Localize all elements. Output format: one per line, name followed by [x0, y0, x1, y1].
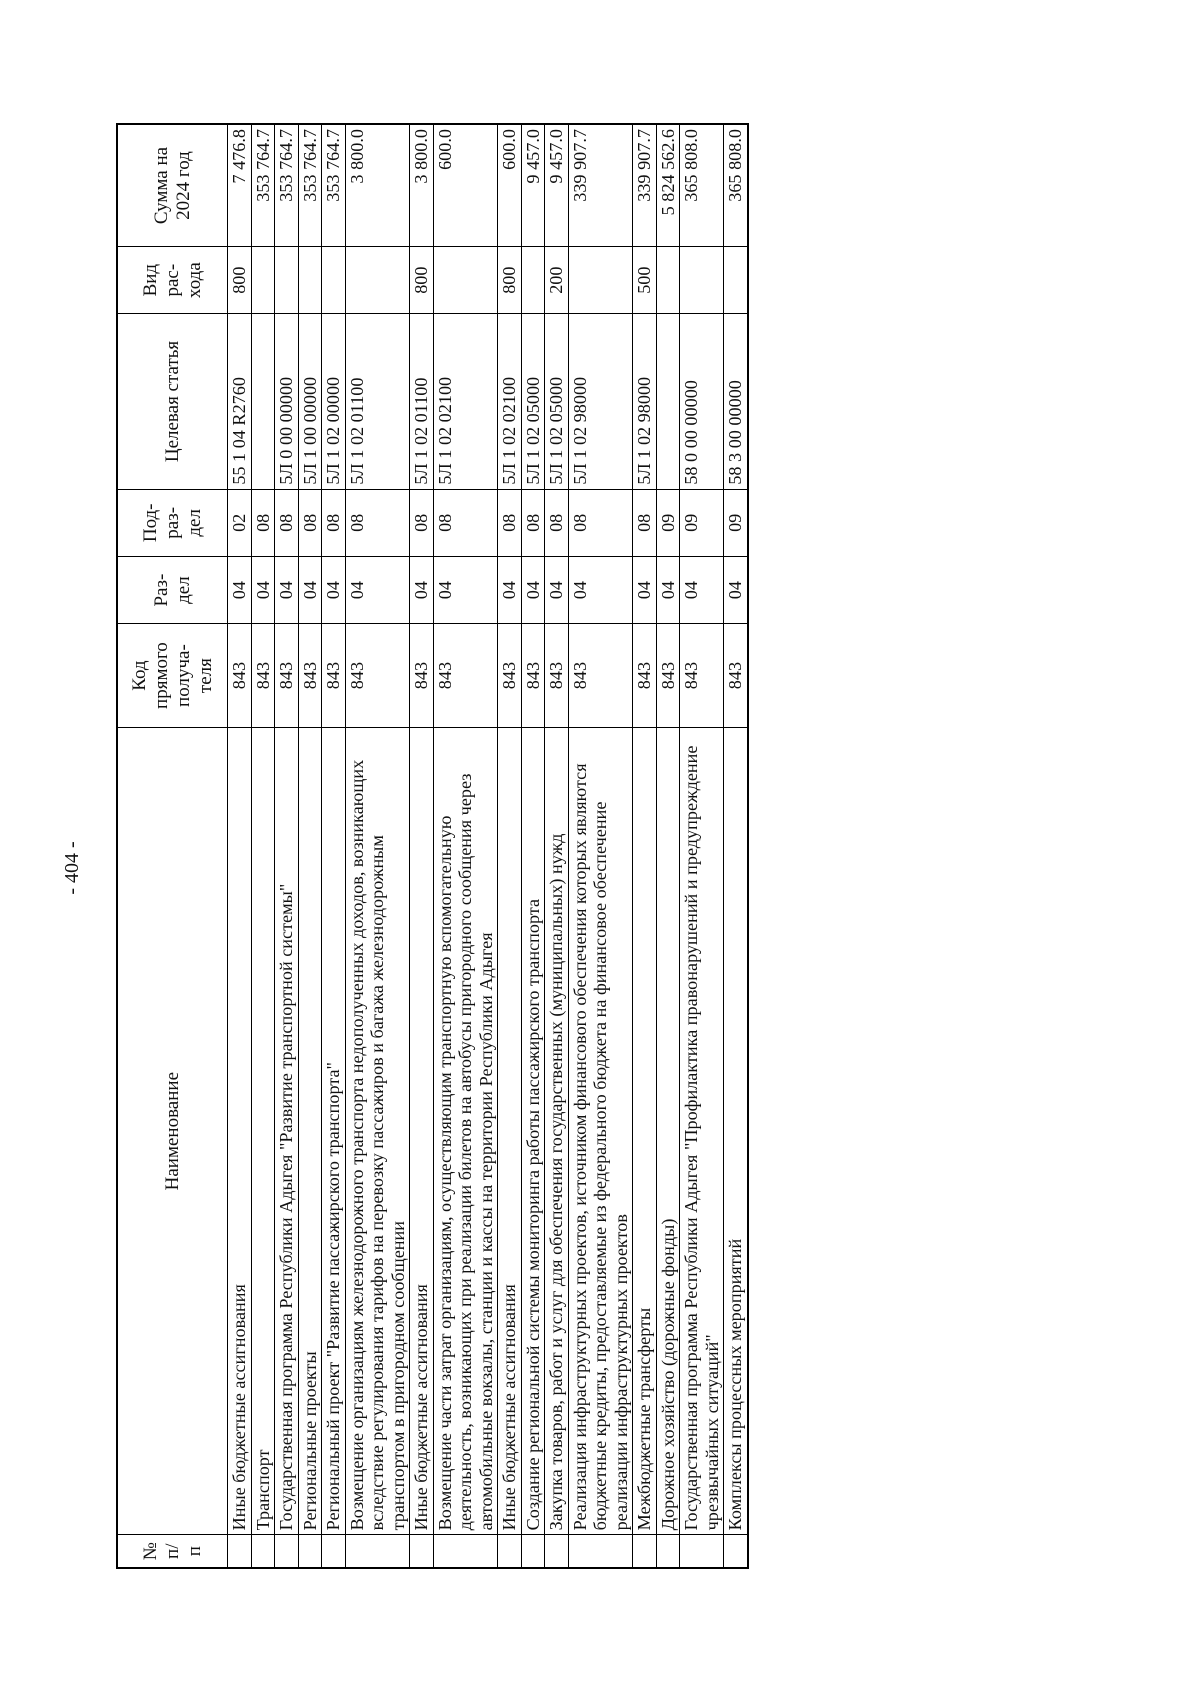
header-code: Код прямого получа-теля	[117, 624, 228, 728]
cell-sum: 600.0	[498, 124, 522, 247]
cell-num	[298, 1535, 322, 1568]
cell-podrazdel: 08	[275, 489, 299, 556]
cell-name: Возмещение части затрат организациям, осуществляющим транспортную вспомогательную деятельность, возникающих при реализации билетов на автобусы пригородного сообщения через автомобильные вокзалы, станции и кассы на территории Республики Адыгея	[433, 727, 498, 1534]
cell-num	[656, 1535, 680, 1568]
cell-name: Государственная программа Республики Адыгея "Профилактика правонарушений и предупреждение чрезвычайных ситуаций"	[680, 727, 724, 1534]
table-row	[228, 124, 252, 1568]
cell-celevaya	[656, 314, 680, 489]
cell-name: Государственная программа Республики Адыгея "Развитие транспортной системы"	[275, 727, 299, 1534]
cell-sum: 3 800.0	[410, 124, 434, 247]
cell-sum: 5 824 562.6	[656, 124, 680, 247]
cell-razdel: 04	[251, 556, 275, 623]
cell-vid	[322, 247, 346, 314]
cell-razdel: 04	[228, 556, 252, 623]
cell-name: Дорожное хозяйство (дорожные фонды)	[656, 727, 680, 1534]
cell-name: Иные бюджетные ассигнования	[228, 727, 252, 1534]
cell-podrazdel: 09	[656, 489, 680, 556]
cell-vid	[298, 247, 322, 314]
cell-podrazdel: 08	[322, 489, 346, 556]
cell-podrazdel: 08	[498, 489, 522, 556]
cell-celevaya: 5Л 1 02 98000	[568, 314, 633, 489]
table-row	[545, 124, 569, 1568]
cell-podrazdel: 08	[345, 489, 410, 556]
cell-celevaya: 5Л 1 00 00000	[298, 314, 322, 489]
cell-vid	[656, 247, 680, 314]
table-row	[410, 124, 434, 1568]
cell-razdel: 04	[275, 556, 299, 623]
table-row	[345, 124, 410, 1568]
rotated-table-container	[116, 123, 1124, 1569]
cell-num	[322, 1535, 346, 1568]
header-razdel: Раз-дел	[117, 556, 228, 623]
cell-sum: 3 800.0	[345, 124, 410, 247]
cell-vid: 800	[498, 247, 522, 314]
cell-name: Закупка товаров, работ и услуг для обеспечения государственных (муниципальных) нужд	[545, 727, 569, 1534]
cell-name: Реализация инфраструктурных проектов, источником финансового обеспечения которых являются бюджетные кредиты, предоставляемые из федерального бюджета на финансовое обеспечение реализации инфраструктурных проектов	[568, 727, 633, 1534]
table-row	[633, 124, 657, 1568]
cell-celevaya: 5Л 1 02 98000	[633, 314, 657, 489]
cell-code: 843	[345, 624, 410, 728]
cell-sum: 9 457.0	[545, 124, 569, 247]
table-row	[298, 124, 322, 1568]
table-row	[275, 124, 299, 1568]
cell-num	[633, 1535, 657, 1568]
cell-sum: 353 764.7	[322, 124, 346, 247]
cell-podrazdel: 08	[298, 489, 322, 556]
cell-code: 843	[433, 624, 498, 728]
header-num: № п/п	[117, 1535, 228, 1568]
cell-celevaya: 5Л 1 02 00000	[322, 314, 346, 489]
cell-num	[251, 1535, 275, 1568]
cell-celevaya: 5Л 0 00 00000	[275, 314, 299, 489]
cell-podrazdel: 09	[680, 489, 724, 556]
cell-name: Иные бюджетные ассигнования	[498, 727, 522, 1534]
cell-code: 843	[228, 624, 252, 728]
page-number: - 404 -	[61, 841, 83, 895]
cell-code: 843	[498, 624, 522, 728]
cell-podrazdel: 08	[521, 489, 545, 556]
cell-razdel: 04	[322, 556, 346, 623]
cell-code: 843	[545, 624, 569, 728]
cell-name: Возмещение организациям железнодорожного транспорта недополученных доходов, возникающих вследствие регулирования тарифов на перевозку пассажиров и багажа железнодорожным транспортом в пригородном сообщении	[345, 727, 410, 1534]
cell-name: Комплексы процессных мероприятий	[724, 727, 748, 1534]
cell-razdel: 04	[656, 556, 680, 623]
header-name: Наименование	[117, 727, 228, 1534]
cell-name: Региональный проект "Развитие пассажирского транспорта"	[322, 727, 346, 1534]
cell-num	[345, 1535, 410, 1568]
table-row	[433, 124, 498, 1568]
cell-sum: 353 764.7	[275, 124, 299, 247]
cell-podrazdel: 08	[545, 489, 569, 556]
cell-celevaya: 5Л 1 02 05000	[545, 314, 569, 489]
cell-sum: 600.0	[433, 124, 498, 247]
cell-sum: 9 457.0	[521, 124, 545, 247]
cell-vid	[680, 247, 724, 314]
cell-razdel: 04	[724, 556, 748, 623]
header-podrazdel: Под-раз-дел	[117, 489, 228, 556]
cell-vid	[275, 247, 299, 314]
cell-podrazdel: 08	[633, 489, 657, 556]
cell-celevaya: 55 1 04 R2760	[228, 314, 252, 489]
table-row	[251, 124, 275, 1568]
cell-razdel: 04	[410, 556, 434, 623]
cell-razdel: 04	[433, 556, 498, 623]
cell-celevaya: 5Л 1 02 02100	[498, 314, 522, 489]
cell-celevaya: 5Л 1 02 01100	[345, 314, 410, 489]
cell-num	[724, 1535, 748, 1568]
cell-code: 843	[521, 624, 545, 728]
cell-vid: 500	[633, 247, 657, 314]
cell-podrazdel: 08	[251, 489, 275, 556]
cell-num	[228, 1535, 252, 1568]
cell-vid	[433, 247, 498, 314]
cell-num	[498, 1535, 522, 1568]
cell-razdel: 04	[521, 556, 545, 623]
cell-sum: 365 808.0	[680, 124, 724, 247]
cell-sum: 339 907.7	[633, 124, 657, 247]
cell-podrazdel: 02	[228, 489, 252, 556]
cell-num	[275, 1535, 299, 1568]
cell-razdel: 04	[345, 556, 410, 623]
cell-code: 843	[275, 624, 299, 728]
cell-vid	[251, 247, 275, 314]
cell-razdel: 04	[568, 556, 633, 623]
table-row	[498, 124, 522, 1568]
cell-razdel: 04	[498, 556, 522, 623]
table-row	[724, 124, 748, 1568]
cell-vid	[521, 247, 545, 314]
cell-sum: 339 907.7	[568, 124, 633, 247]
table-row	[521, 124, 545, 1568]
cell-vid: 800	[410, 247, 434, 314]
header-celevaya: Целевая статья	[117, 314, 228, 489]
cell-name: Создание региональной системы мониторинга работы пассажирского транспорта	[521, 727, 545, 1534]
cell-celevaya: 5Л 1 02 02100	[433, 314, 498, 489]
cell-code: 843	[568, 624, 633, 728]
cell-num	[433, 1535, 498, 1568]
cell-celevaya: 58 0 00 00000	[680, 314, 724, 489]
cell-sum: 365 808.0	[724, 124, 748, 247]
header-sum: Сумма на 2024 год	[117, 124, 228, 247]
cell-num	[568, 1535, 633, 1568]
table-row	[568, 124, 633, 1568]
cell-sum: 7 476.8	[228, 124, 252, 247]
cell-code: 843	[680, 624, 724, 728]
cell-vid	[724, 247, 748, 314]
cell-code: 843	[410, 624, 434, 728]
cell-name: Региональные проекты	[298, 727, 322, 1534]
cell-razdel: 04	[680, 556, 724, 623]
cell-sum: 353 764.7	[298, 124, 322, 247]
cell-code: 843	[251, 624, 275, 728]
cell-code: 843	[724, 624, 748, 728]
cell-code: 843	[322, 624, 346, 728]
cell-code: 843	[656, 624, 680, 728]
cell-celevaya: 5Л 1 02 01100	[410, 314, 434, 489]
cell-vid	[568, 247, 633, 314]
cell-name: Иные бюджетные ассигнования	[410, 727, 434, 1534]
cell-celevaya: 5Л 1 02 05000	[521, 314, 545, 489]
cell-podrazdel: 08	[410, 489, 434, 556]
cell-name: Транспорт	[251, 727, 275, 1534]
table-row	[656, 124, 680, 1568]
cell-num	[680, 1535, 724, 1568]
cell-num	[545, 1535, 569, 1568]
cell-code: 843	[298, 624, 322, 728]
cell-razdel: 04	[545, 556, 569, 623]
cell-vid: 800	[228, 247, 252, 314]
budget-table	[116, 123, 749, 1569]
cell-podrazdel: 08	[433, 489, 498, 556]
header-vid: Вид рас-хода	[117, 247, 228, 314]
table-header-row	[117, 124, 228, 1568]
cell-code: 843	[633, 624, 657, 728]
cell-podrazdel: 08	[568, 489, 633, 556]
cell-razdel: 04	[633, 556, 657, 623]
cell-num	[410, 1535, 434, 1568]
cell-num	[521, 1535, 545, 1568]
cell-razdel: 04	[298, 556, 322, 623]
cell-celevaya: 58 3 00 00000	[724, 314, 748, 489]
table-row	[322, 124, 346, 1568]
cell-vid	[345, 247, 410, 314]
cell-name: Межбюджетные трансферты	[633, 727, 657, 1534]
cell-sum: 353 764.7	[251, 124, 275, 247]
table-row	[680, 124, 724, 1568]
cell-celevaya	[251, 314, 275, 489]
cell-podrazdel: 09	[724, 489, 748, 556]
cell-vid: 200	[545, 247, 569, 314]
